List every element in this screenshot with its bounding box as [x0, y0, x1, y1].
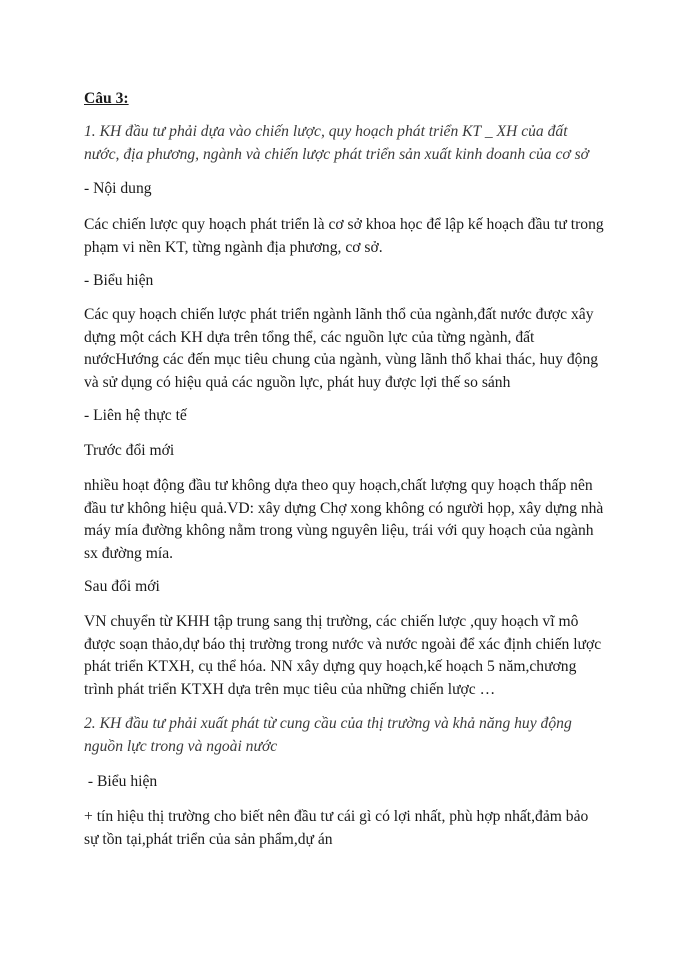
section-label-bieu-hien: - Biểu hiện [84, 272, 154, 289]
text-line: nướcHướng các đến mục tiêu chung của ngành, vùng lãnh thổ khai thác, huy động [84, 351, 599, 368]
point-1-heading [84, 121, 644, 166]
paragraph-sau-doi-moi [84, 611, 644, 701]
paragraph-noi-dung [84, 214, 644, 259]
text-line: trình phát triển KTXH dựa trên mục tiêu của những chiến lược … [84, 680, 496, 698]
text-line: 1. KH đầu tư phải dựa vào chiến lược, quy hoạch phát triển KT _ XH của đất [84, 123, 568, 140]
section-label-lien-he: - Liên hệ thực tế [84, 407, 187, 424]
paragraph-truoc-doi-moi [84, 475, 644, 565]
text-line: được soạn thảo,dự báo thị trường trong nước và nước ngoài để xác định chiến lược [84, 635, 602, 653]
text-line: sx đường mía. [84, 544, 174, 562]
text-line: + tín hiệu thị trường cho biết nên đầu tư cái gì có lợi nhất, phù hợp nhất,đảm bảo [84, 808, 589, 825]
text-line: Các chiến lược quy hoạch phát triển là cơ sở khoa học để lập kế hoạch đầu tư trong [84, 216, 604, 233]
point-2-heading [84, 713, 644, 758]
text-line: đầu tư không hiệu quả.VD: xây dựng Chợ xong không có người họp, xây dựng nhà [84, 499, 604, 517]
paragraph-bieu-hien-2 [84, 806, 644, 851]
text-line: nhiều hoạt động đầu tư không dựa theo quy hoạch,chất lượng quy hoạch thấp nên [84, 477, 593, 494]
section-label-truoc-doi-moi: Trước đổi mới [84, 442, 175, 459]
text-line: nguồn lực trong và ngoài nước [84, 737, 278, 755]
text-line: dựng một cách KH dựa trên tổng thể, các nguồn lực của từng ngành, đất [84, 328, 535, 346]
section-label-noi-dung: - Nội dung [84, 180, 152, 197]
text-line: phạm vi nền KT, từng ngành địa phương, cơ sở. [84, 238, 383, 256]
section-label-sau-doi-moi: Sau đổi mới [84, 578, 160, 595]
section-label-bieu-hien-2: - Biểu hiện [84, 773, 158, 790]
text-line: Các quy hoạch chiến lược phát triển ngành lãnh thổ của ngành,đất nước được xây [84, 306, 594, 323]
text-line: VN chuyển từ KHH tập trung sang thị trường, các chiến lược ,quy hoạch vĩ mô [84, 613, 579, 630]
text-line: máy mía đường không nằm trong vùng nguyên liệu, trái với quy hoạch của ngành [84, 522, 594, 539]
text-line: phát triển KTXH, cụ thể hóa. NN xây dựng quy hoạch,kế hoạch 5 năm,chương [84, 658, 577, 675]
paragraph-bieu-hien [84, 304, 644, 394]
text-line: nước, địa phương, ngành và chiến lược phát triển sản xuất kinh doanh của cơ sở [84, 145, 589, 163]
text-line: sự tồn tại,phát triển của sản phẩm,dự án [84, 830, 333, 848]
heading: Câu 3: [84, 90, 129, 107]
text-line: 2. KH đầu tư phải xuất phát từ cung cầu của thị trường và khả năng huy động [84, 715, 572, 732]
text-line: và sử dụng có hiệu quả các nguồn lực, phát huy được lợi thế so sánh [84, 373, 511, 391]
